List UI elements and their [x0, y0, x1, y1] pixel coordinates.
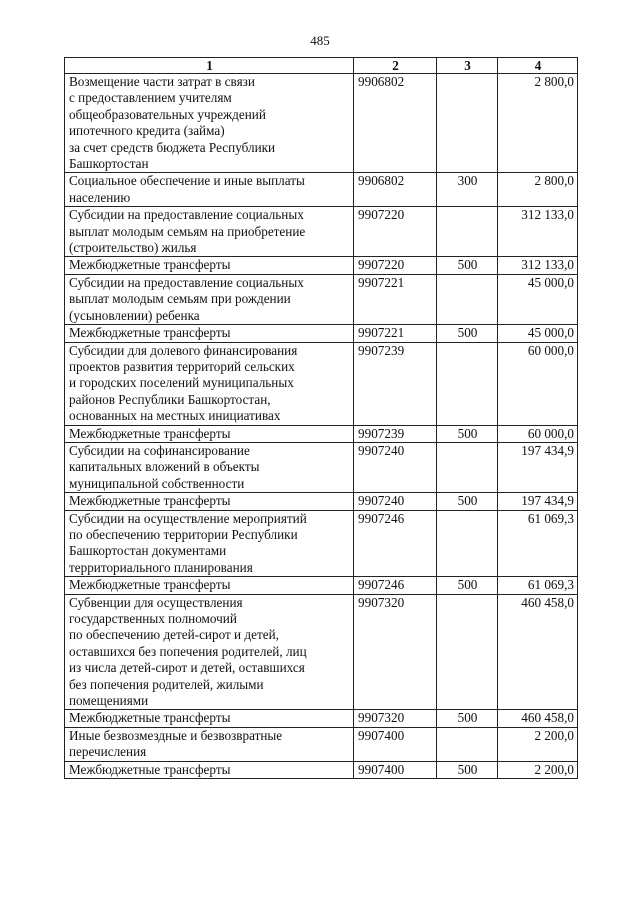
- row-type: 500: [437, 577, 498, 594]
- row-code: 9907221: [354, 325, 437, 342]
- row-sum: 2 200,0: [498, 761, 578, 778]
- table-row: [65, 274, 578, 324]
- row-code: 9907400: [354, 727, 437, 761]
- table-row: [65, 493, 578, 510]
- row-code: 9907239: [354, 425, 437, 442]
- row-type: [437, 207, 498, 257]
- row-sum: 460 458,0: [498, 594, 578, 710]
- row-name: Межбюджетные трансферты: [65, 257, 354, 274]
- table-row: [65, 510, 578, 577]
- row-name: Иные безвозмездные и безвозвратные перечисления: [65, 727, 354, 761]
- row-sum: 45 000,0: [498, 325, 578, 342]
- row-sum: 45 000,0: [498, 274, 578, 324]
- row-code: 9907221: [354, 274, 437, 324]
- row-code: 9907320: [354, 594, 437, 710]
- row-type: 500: [437, 761, 498, 778]
- row-name: Субвенции для осуществления государственных полномочий по обеспечению детей-сирот и детей, оставшихся без попечения родителей, лиц из числа детей-сирот и детей, оставшихся без попечения родителей, жилыми помещениями: [65, 594, 354, 710]
- table-row: [65, 761, 578, 778]
- row-type: [437, 74, 498, 173]
- page-number: 485: [310, 33, 330, 48]
- row-name: Субсидии на предоставление социальных выплат молодым семьям на приобретение (строительство) жилья: [65, 207, 354, 257]
- row-code: 9907220: [354, 207, 437, 257]
- row-name: Межбюджетные трансферты: [65, 710, 354, 727]
- row-type: 500: [437, 257, 498, 274]
- row-type: [437, 510, 498, 577]
- row-name: Субсидии для долевого финансирования проектов развития территорий сельских и городских поселений муниципальных районов Республики Башкортостан, основанных на местных инициативах: [65, 342, 354, 425]
- row-sum: 61 069,3: [498, 577, 578, 594]
- row-type: [437, 727, 498, 761]
- row-sum: 312 133,0: [498, 257, 578, 274]
- column-header-4: 4: [498, 58, 578, 74]
- table-row: [65, 727, 578, 761]
- row-code: 9906802: [354, 74, 437, 173]
- table-row: [65, 257, 578, 274]
- row-sum: 2 800,0: [498, 74, 578, 173]
- row-code: 9907320: [354, 710, 437, 727]
- row-type: 300: [437, 173, 498, 207]
- row-sum: 460 458,0: [498, 710, 578, 727]
- row-type: 500: [437, 425, 498, 442]
- row-code: 9907246: [354, 577, 437, 594]
- table-row: [65, 325, 578, 342]
- header-row: [65, 58, 578, 74]
- row-name: Межбюджетные трансферты: [65, 425, 354, 442]
- column-header-2: 2: [354, 58, 437, 74]
- row-type: [437, 274, 498, 324]
- row-code: 9906802: [354, 173, 437, 207]
- table-header: [65, 58, 578, 74]
- row-name: Субсидии на предоставление социальных выплат молодым семьям при рождении (усыновлении) ребенка: [65, 274, 354, 324]
- row-name: Субсидии на осуществление мероприятий по обеспечению территории Республики Башкортостан документами территориального планирования: [65, 510, 354, 577]
- row-name: Межбюджетные трансферты: [65, 577, 354, 594]
- row-code: 9907400: [354, 761, 437, 778]
- table-row: [65, 207, 578, 257]
- table-row: [65, 425, 578, 442]
- row-sum: 197 434,9: [498, 442, 578, 492]
- row-code: 9907240: [354, 442, 437, 492]
- table-row: [65, 577, 578, 594]
- row-type: 500: [437, 710, 498, 727]
- table-row: [65, 594, 578, 710]
- table-row: [65, 74, 578, 173]
- column-header-1: 1: [65, 58, 354, 74]
- row-type: 500: [437, 493, 498, 510]
- row-code: 9907239: [354, 342, 437, 425]
- row-code: 9907246: [354, 510, 437, 577]
- table-row: [65, 173, 578, 207]
- row-sum: 312 133,0: [498, 207, 578, 257]
- table-body: [65, 74, 578, 779]
- row-code: 9907240: [354, 493, 437, 510]
- row-type: 500: [437, 325, 498, 342]
- row-sum: 60 000,0: [498, 342, 578, 425]
- row-name: Межбюджетные трансферты: [65, 325, 354, 342]
- row-name: Социальное обеспечение и иные выплаты населению: [65, 173, 354, 207]
- row-name: Межбюджетные трансферты: [65, 761, 354, 778]
- row-sum: 2 200,0: [498, 727, 578, 761]
- row-type: [437, 594, 498, 710]
- column-header-3: 3: [437, 58, 498, 74]
- row-name: Межбюджетные трансферты: [65, 493, 354, 510]
- row-sum: 197 434,9: [498, 493, 578, 510]
- row-sum: 60 000,0: [498, 425, 578, 442]
- row-type: [437, 442, 498, 492]
- row-sum: 2 800,0: [498, 173, 578, 207]
- row-code: 9907220: [354, 257, 437, 274]
- table-row: [65, 442, 578, 492]
- table-row: [65, 710, 578, 727]
- table-row: [65, 342, 578, 425]
- row-sum: 61 069,3: [498, 510, 578, 577]
- budget-table: [64, 57, 578, 779]
- row-name: Возмещение части затрат в связи с предоставлением учителям общеобразовательных учреждений ипотечного кредита (займа) за счет средств бюджета Республики Башкортостан: [65, 74, 354, 173]
- row-type: [437, 342, 498, 425]
- row-name: Субсидии на софинансирование капитальных вложений в объекты муниципальной собственности: [65, 442, 354, 492]
